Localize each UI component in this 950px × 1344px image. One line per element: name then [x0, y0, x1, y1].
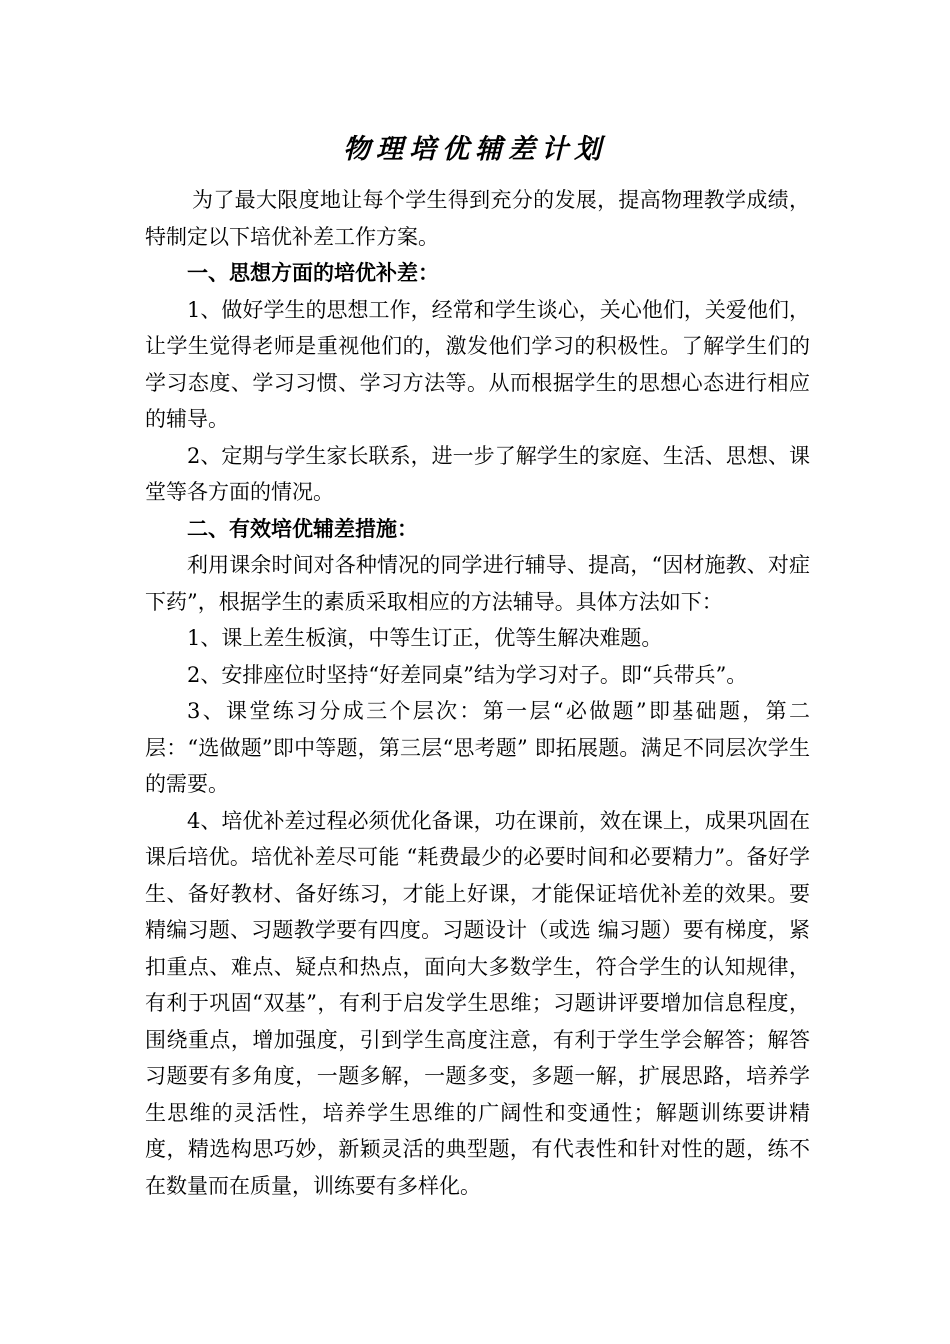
document-body: [145, 182, 810, 1204]
document-title: 物理培优辅差计划: [343, 134, 607, 165]
section-heading-2: 二、有效培优辅差措施：: [187, 515, 418, 541]
section2-item-1: 1、课上差生板演，中等生订正，优等生解决难题。: [187, 626, 663, 650]
section2-intro: 利用课余时间对各种情况的同学进行辅导、提高，“因材施教、对症下药”，根据学生的素质采取相应的方法辅导。具体方法如下：: [145, 553, 810, 614]
section2-item-4: 4、培优补差过程必须优化备课，功在课前，效在课上，成果巩固在课后培优。培优补差尽可能 “耗费最少的必要时间和必要精力”。备好学生、备好教材、备好练习，才能上好课，才能保证培优补差的效果。要精编习题、习题教学要有四度。习题设计（或选 编习题）要有梯度，紧扣重点、难点、疑点和热点，面向大多数学生，符合学生的认知规律，有利于巩固“双基”，有利于启发学生思维；习题讲评要增加信息程度，围绕重点，增加强度，引到学生高度注意，有利于学生学会解答；解答习题要有多角度，一题多解，一题多变，多题一解，扩展思路，培养学生思维的灵活性，培养学生思维的广阔性和变通性；解题训练要讲精度，精选构思巧妙，新颖灵活的典型题，有代表性和针对性的题，练不在数量而在质量，训练要有多样化。: [145, 808, 810, 1198]
section1-item-2: 2、定期与学生家长联系，进一步了解学生的家庭、生活、思想、课堂等各方面的情况。: [145, 443, 810, 504]
section2-item-2: 2、安排座位时坚持“好差同桌”结为学习对子。即“兵带兵”。: [187, 662, 748, 687]
section1-item-1: 1、做好学生的思想工作，经常和学生谈心，关心他们，关爱他们，让学生觉得老师是重视他们的，激发他们学习的积极性。了解学生们的学习态度、学习习惯、学习方法等。从而根据学生的思想心态进行相应的辅导。: [145, 297, 810, 431]
section-heading-1: 一、思想方面的培优补差：: [187, 260, 439, 285]
intro-paragraph: 为了最大限度地让每个学生得到充分的发展，提高物理教学成绩，特制定以下培优补差工作方案。: [145, 188, 810, 249]
section2-item-3: 3、课堂练习分成三个层次：第一层“必做题”即基础题，第二层：“选做题”即中等题，第三层“思考题” 即拓展题。满足不同层次学生的需要。: [145, 699, 810, 796]
